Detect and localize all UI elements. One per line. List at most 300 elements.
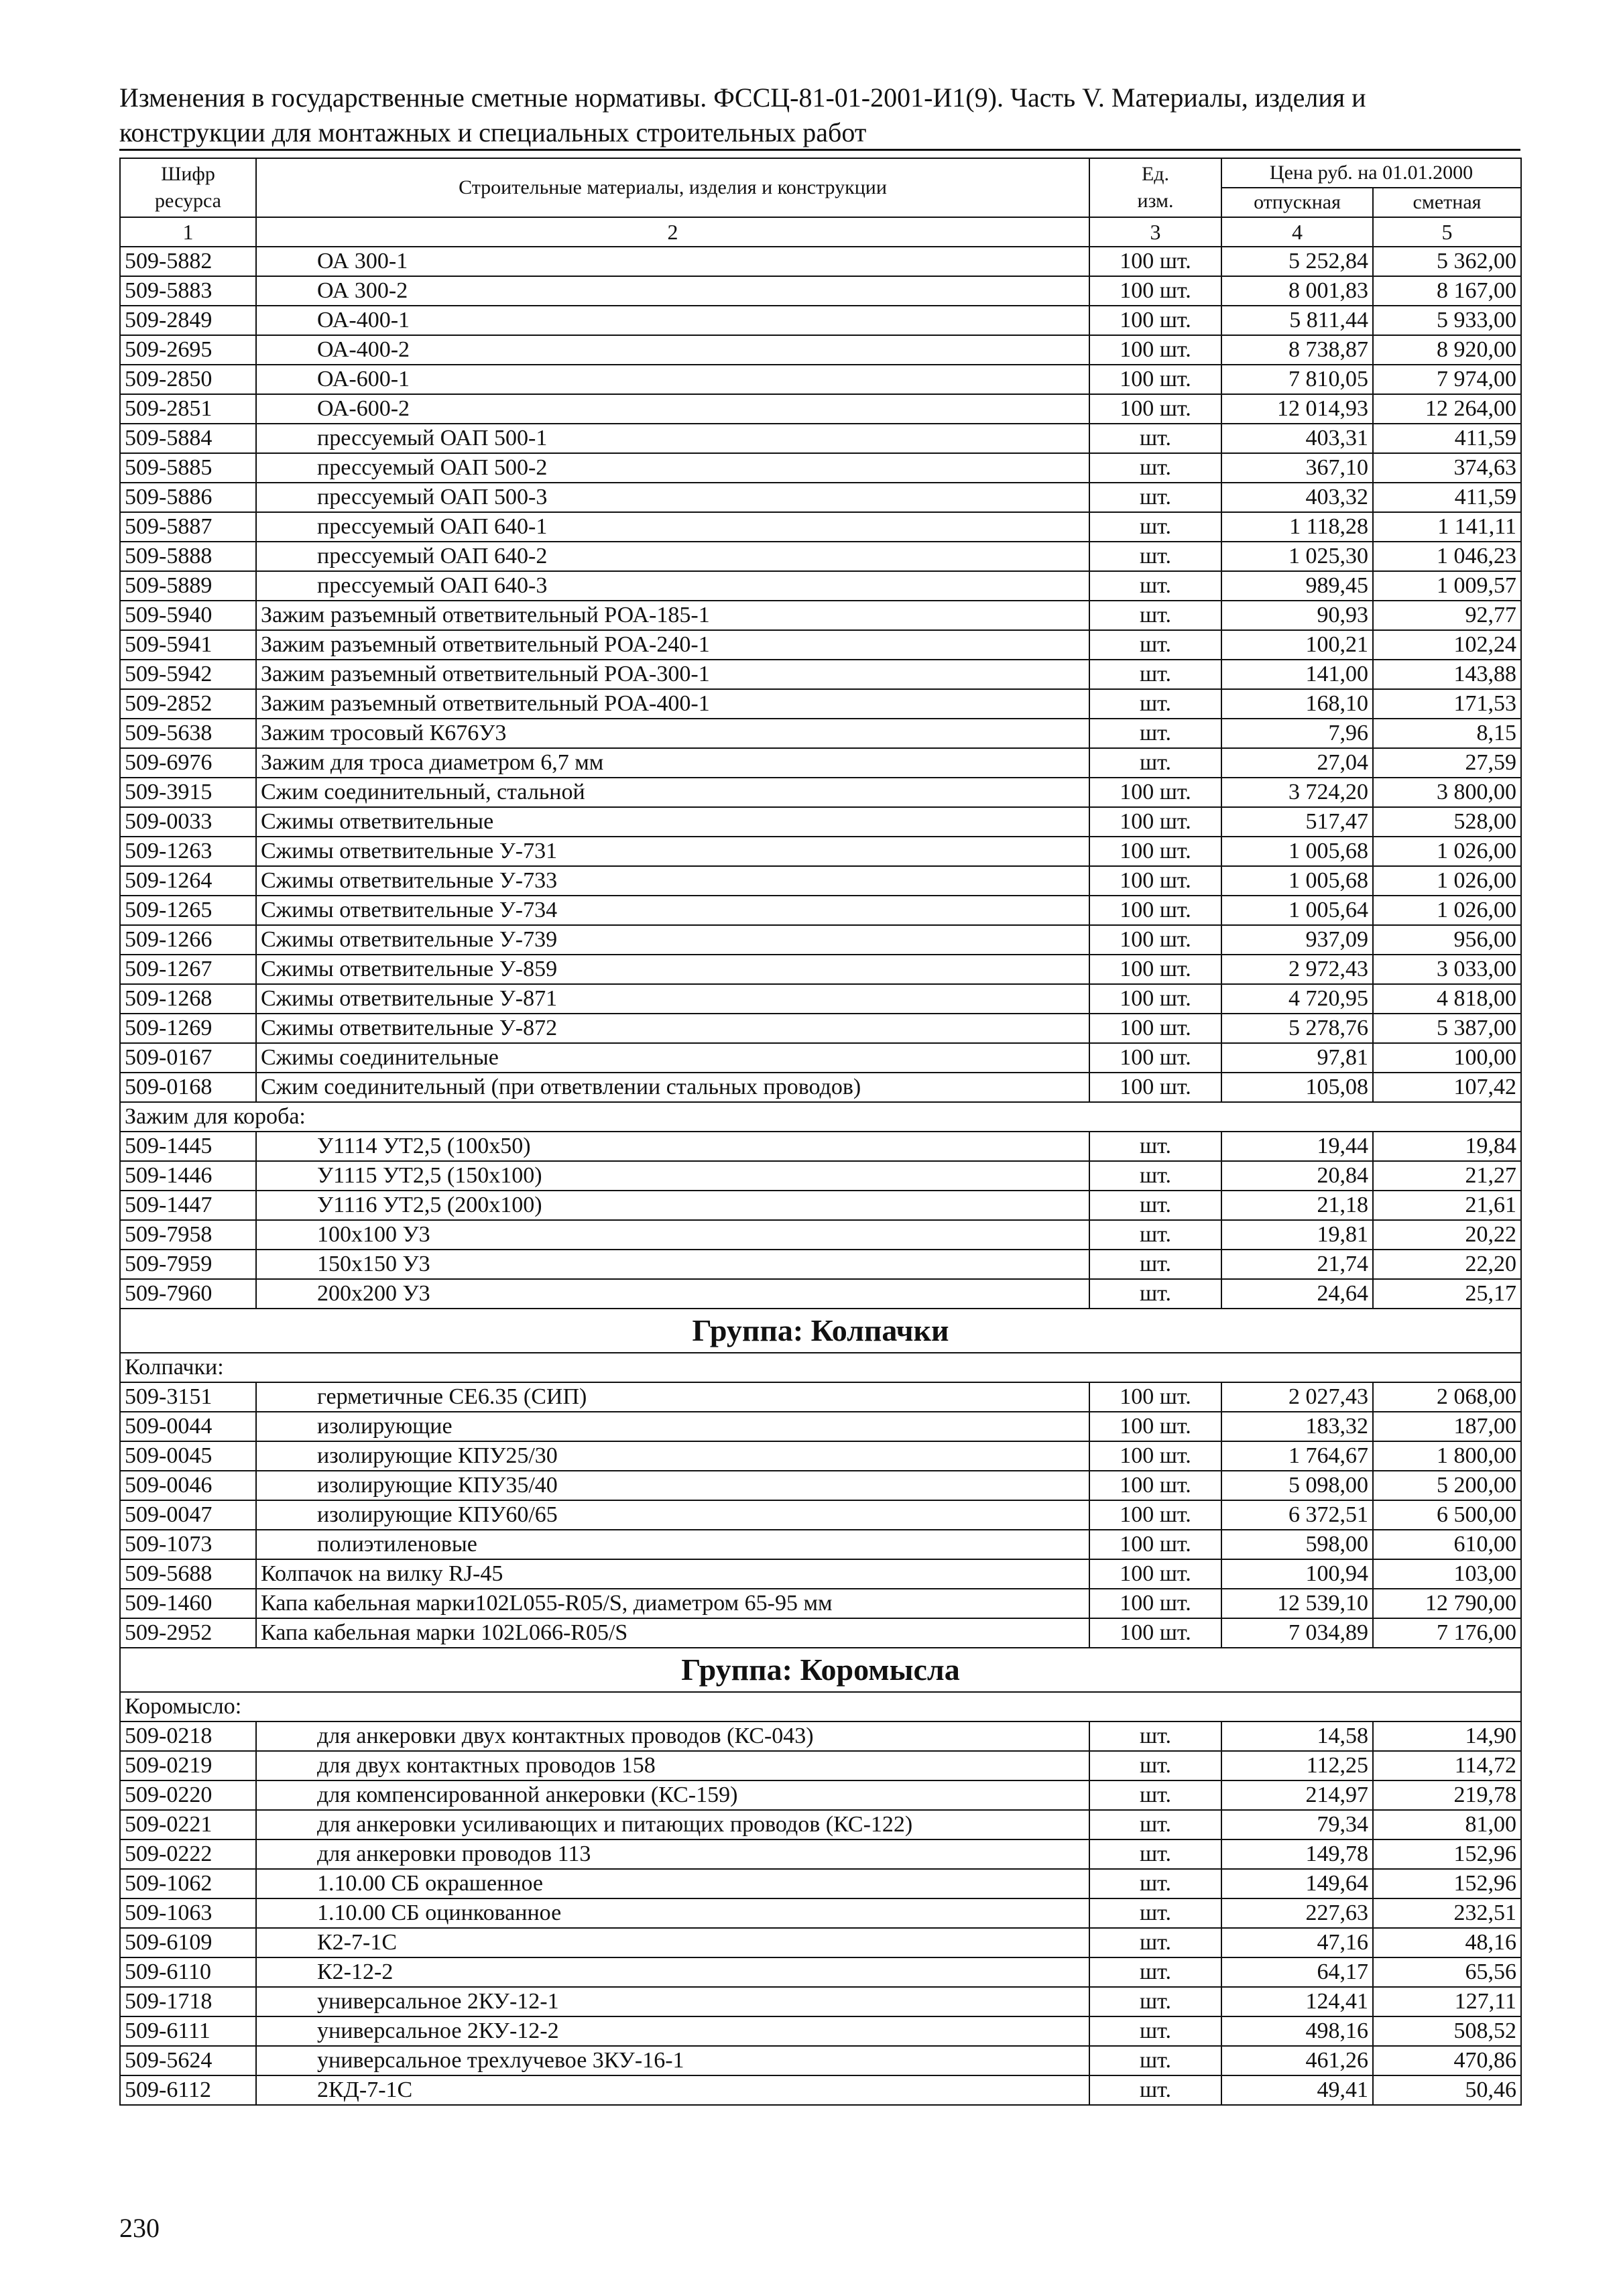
resource-code: 509-2695 [120, 335, 256, 365]
material-name: Сжимы ответвительные У-871 [256, 984, 1089, 1014]
material-name: Зажим для троса диаметром 6,7 мм [256, 748, 1089, 778]
estimate-price: 50,46 [1373, 2075, 1521, 2105]
release-price: 168,10 [1221, 689, 1373, 719]
unit: шт. [1089, 1250, 1221, 1279]
unit: шт. [1089, 1987, 1221, 2016]
resource-code: 509-1446 [120, 1161, 256, 1191]
unit: 100 шт. [1089, 1441, 1221, 1471]
estimate-price: 610,00 [1373, 1530, 1521, 1559]
release-price: 24,64 [1221, 1279, 1373, 1309]
material-name: изолирующие [256, 1412, 1089, 1441]
release-price: 367,10 [1221, 453, 1373, 483]
table-row [120, 1898, 1521, 1928]
resource-code: 509-0044 [120, 1412, 256, 1441]
release-price: 8 738,87 [1221, 335, 1373, 365]
unit: шт. [1089, 1869, 1221, 1898]
unit: шт. [1089, 1928, 1221, 1957]
material-name: прессуемый ОАП 640-3 [256, 571, 1089, 601]
unit: шт. [1089, 2046, 1221, 2075]
estimate-price: 152,96 [1373, 1839, 1521, 1869]
table-row [120, 630, 1521, 660]
estimate-price: 100,00 [1373, 1043, 1521, 1073]
material-name: для анкеровки проводов 113 [256, 1839, 1089, 1869]
unit: шт. [1089, 1810, 1221, 1839]
resource-code: 509-5638 [120, 719, 256, 748]
resource-code: 509-0033 [120, 807, 256, 837]
release-price: 4 720,95 [1221, 984, 1373, 1014]
resource-code: 509-5888 [120, 542, 256, 571]
release-price: 20,84 [1221, 1161, 1373, 1191]
unit: 100 шт. [1089, 1589, 1221, 1618]
material-name: Сжимы ответвительные У-859 [256, 955, 1089, 984]
material-name: ОА-400-2 [256, 335, 1089, 365]
unit: шт. [1089, 1780, 1221, 1810]
estimate-price: 107,42 [1373, 1073, 1521, 1102]
material-name: 2КД-7-1С [256, 2075, 1089, 2105]
table-row [120, 1928, 1521, 1957]
table-row [120, 1869, 1521, 1898]
unit: шт. [1089, 2016, 1221, 2046]
header-line-1: Изменения в государственные сметные нормативы. ФССЦ-81-01-2001-И1(9). Часть V. Материалы, изделия и [119, 82, 1366, 113]
table-row [120, 1441, 1521, 1471]
page-header [119, 80, 1520, 150]
release-price: 12 014,93 [1221, 394, 1373, 424]
release-price: 7,96 [1221, 719, 1373, 748]
material-name: Зажим тросовый К676У3 [256, 719, 1089, 748]
unit: шт. [1089, 1957, 1221, 1987]
resource-code: 509-1265 [120, 896, 256, 925]
estimate-price: 8,15 [1373, 719, 1521, 748]
release-price: 97,81 [1221, 1043, 1373, 1073]
estimate-price: 2 068,00 [1373, 1382, 1521, 1412]
unit: 100 шт. [1089, 1382, 1221, 1412]
release-price: 47,16 [1221, 1928, 1373, 1957]
resource-code: 509-0220 [120, 1780, 256, 1810]
table-row [120, 424, 1521, 453]
estimate-price: 27,59 [1373, 748, 1521, 778]
code-header-line-2: ресурса [155, 190, 221, 212]
unit: шт. [1089, 1220, 1221, 1250]
estimate-price-header: сметная [1373, 188, 1521, 217]
unit: 100 шт. [1089, 807, 1221, 837]
unit: 100 шт. [1089, 837, 1221, 866]
estimate-price: 956,00 [1373, 925, 1521, 955]
unit: шт. [1089, 2075, 1221, 2105]
estimate-price: 3 800,00 [1373, 778, 1521, 807]
estimate-price: 21,27 [1373, 1161, 1521, 1191]
resource-code: 509-0219 [120, 1751, 256, 1780]
release-price: 1 764,67 [1221, 1441, 1373, 1471]
material-name: Сжимы ответвительные У-733 [256, 866, 1089, 896]
estimate-price: 20,22 [1373, 1220, 1521, 1250]
resource-code: 509-5941 [120, 630, 256, 660]
table-row [120, 1721, 1521, 1751]
estimate-price: 103,00 [1373, 1559, 1521, 1589]
material-name: Сжимы ответвительные У-872 [256, 1014, 1089, 1043]
unit: шт. [1089, 453, 1221, 483]
subheading-row [120, 1353, 1521, 1382]
estimate-price: 81,00 [1373, 1810, 1521, 1839]
unit: шт. [1089, 660, 1221, 689]
resource-code: 509-5886 [120, 483, 256, 512]
unit: шт. [1089, 689, 1221, 719]
unit: шт. [1089, 748, 1221, 778]
unit: 100 шт. [1089, 1073, 1221, 1102]
table-row [120, 512, 1521, 542]
table-row [120, 1132, 1521, 1161]
unit: шт. [1089, 1721, 1221, 1751]
page-number: 230 [119, 2213, 160, 2243]
material-name: 1.10.00 СБ окрашенное [256, 1869, 1089, 1898]
unit-header-line-1: Ед. [1141, 163, 1170, 185]
estimate-price: 152,96 [1373, 1869, 1521, 1898]
release-price: 7 810,05 [1221, 365, 1373, 394]
resource-code: 509-0167 [120, 1043, 256, 1073]
release-price: 19,81 [1221, 1220, 1373, 1250]
resource-code: 509-1062 [120, 1869, 256, 1898]
resource-code: 509-6112 [120, 2075, 256, 2105]
table-row [120, 1957, 1521, 1987]
resource-code: 509-0221 [120, 1810, 256, 1839]
release-price: 1 005,64 [1221, 896, 1373, 925]
estimate-price: 22,20 [1373, 1250, 1521, 1279]
table-row [120, 1220, 1521, 1250]
release-price: 7 034,89 [1221, 1618, 1373, 1648]
unit: шт. [1089, 1751, 1221, 1780]
estimate-price: 411,59 [1373, 424, 1521, 453]
release-price: 124,41 [1221, 1987, 1373, 2016]
group-row [120, 1648, 1521, 1692]
table-row [120, 719, 1521, 748]
release-price: 112,25 [1221, 1751, 1373, 1780]
unit: 100 шт. [1089, 896, 1221, 925]
price-header: Цена руб. на 01.01.2000 [1221, 158, 1521, 188]
material-name: для компенсированной анкеровки (КС-159) [256, 1780, 1089, 1810]
estimate-price: 102,24 [1373, 630, 1521, 660]
estimate-price: 1 800,00 [1373, 1441, 1521, 1471]
table-row [120, 1073, 1521, 1102]
estimate-price: 187,00 [1373, 1412, 1521, 1441]
resource-code: 509-6110 [120, 1957, 256, 1987]
table-row [120, 453, 1521, 483]
subheading-row [120, 1102, 1521, 1132]
table-row [120, 837, 1521, 866]
resource-code: 509-5889 [120, 571, 256, 601]
release-price: 100,21 [1221, 630, 1373, 660]
table-row [120, 1987, 1521, 2016]
table-row [120, 1500, 1521, 1530]
unit: 100 шт. [1089, 955, 1221, 984]
material-name: У1115 УТ2,5 (150х100) [256, 1161, 1089, 1191]
material-name: прессуемый ОАП 500-3 [256, 483, 1089, 512]
resource-code: 509-1263 [120, 837, 256, 866]
material-name: Сжим соединительный (при ответвлении стальных проводов) [256, 1073, 1089, 1102]
unit: шт. [1089, 719, 1221, 748]
table-row [120, 1810, 1521, 1839]
estimate-price: 232,51 [1373, 1898, 1521, 1928]
estimate-price: 48,16 [1373, 1928, 1521, 1957]
resource-code: 509-1063 [120, 1898, 256, 1928]
material-name: ОА-400-1 [256, 306, 1089, 335]
release-price: 498,16 [1221, 2016, 1373, 2046]
release-price: 79,34 [1221, 1810, 1373, 1839]
release-price: 105,08 [1221, 1073, 1373, 1102]
col-number: 2 [256, 217, 1089, 247]
release-price: 21,74 [1221, 1250, 1373, 1279]
estimate-price: 8 167,00 [1373, 276, 1521, 306]
material-name: Сжимы ответвительные [256, 807, 1089, 837]
resource-code: 509-0045 [120, 1441, 256, 1471]
material-name: 100х100 У3 [256, 1220, 1089, 1250]
unit: шт. [1089, 571, 1221, 601]
material-name: ОА 300-1 [256, 247, 1089, 276]
material-name: полиэтиленовые [256, 1530, 1089, 1559]
unit: 100 шт. [1089, 778, 1221, 807]
resource-code: 509-3151 [120, 1382, 256, 1412]
resource-code: 509-2852 [120, 689, 256, 719]
release-price: 214,97 [1221, 1780, 1373, 1810]
unit: шт. [1089, 1839, 1221, 1869]
table-row [120, 689, 1521, 719]
unit: 100 шт. [1089, 365, 1221, 394]
caps-subheading: Колпачки: [120, 1353, 1521, 1382]
unit: шт. [1089, 1161, 1221, 1191]
unit: 100 шт. [1089, 306, 1221, 335]
material-name: 200х200 У3 [256, 1279, 1089, 1309]
estimate-price: 1 141,11 [1373, 512, 1521, 542]
resource-code: 509-1264 [120, 866, 256, 896]
estimate-price: 1 026,00 [1373, 866, 1521, 896]
estimate-price: 4 818,00 [1373, 984, 1521, 1014]
table-row [120, 1751, 1521, 1780]
estimate-price: 219,78 [1373, 1780, 1521, 1810]
table-row [120, 571, 1521, 601]
release-price: 598,00 [1221, 1530, 1373, 1559]
estimate-price: 65,56 [1373, 1957, 1521, 1987]
resource-code: 509-0218 [120, 1721, 256, 1751]
resource-code: 509-5942 [120, 660, 256, 689]
material-name: Колпачок на вилку RJ-45 [256, 1559, 1089, 1589]
resource-code: 509-6109 [120, 1928, 256, 1957]
estimate-price: 7 974,00 [1373, 365, 1521, 394]
resource-code: 509-1269 [120, 1014, 256, 1043]
estimate-price: 21,61 [1373, 1191, 1521, 1220]
material-name: для двух контактных проводов 158 [256, 1751, 1089, 1780]
code-header-line-1: Шифр [161, 163, 215, 185]
material-name: прессуемый ОАП 640-2 [256, 542, 1089, 571]
release-price: 64,17 [1221, 1957, 1373, 1987]
release-price: 183,32 [1221, 1412, 1373, 1441]
material-name: Зажим разъемный ответвительный РОА-185-1 [256, 601, 1089, 630]
estimate-price: 374,63 [1373, 453, 1521, 483]
release-price: 100,94 [1221, 1559, 1373, 1589]
material-name: прессуемый ОАП 500-1 [256, 424, 1089, 453]
table-row [120, 896, 1521, 925]
estimate-price: 5 387,00 [1373, 1014, 1521, 1043]
resource-code: 509-5883 [120, 276, 256, 306]
table-row [120, 601, 1521, 630]
unit: 100 шт. [1089, 247, 1221, 276]
release-price: 19,44 [1221, 1132, 1373, 1161]
release-price: 1 005,68 [1221, 837, 1373, 866]
material-name: ОА-600-1 [256, 365, 1089, 394]
resource-code: 509-1460 [120, 1589, 256, 1618]
table-row [120, 955, 1521, 984]
unit-header [1089, 158, 1221, 217]
table-row [120, 984, 1521, 1014]
resource-code: 509-7958 [120, 1220, 256, 1250]
estimate-price: 3 033,00 [1373, 955, 1521, 984]
material-name: 150х150 У3 [256, 1250, 1089, 1279]
estimate-price: 6 500,00 [1373, 1500, 1521, 1530]
unit: 100 шт. [1089, 1014, 1221, 1043]
col-number: 5 [1373, 217, 1521, 247]
unit-header-line-2: изм. [1137, 190, 1174, 212]
table-row [120, 335, 1521, 365]
unit: 100 шт. [1089, 1412, 1221, 1441]
estimate-price: 25,17 [1373, 1279, 1521, 1309]
unit: шт. [1089, 424, 1221, 453]
material-name: Зажим разъемный ответвительный РОА-400-1 [256, 689, 1089, 719]
resource-code: 509-6976 [120, 748, 256, 778]
release-price-header: отпускная [1221, 188, 1373, 217]
resource-code: 509-1267 [120, 955, 256, 984]
resource-code: 509-2851 [120, 394, 256, 424]
table-row [120, 778, 1521, 807]
col-number: 3 [1089, 217, 1221, 247]
subheading-row [120, 1692, 1521, 1721]
estimate-price: 12 790,00 [1373, 1589, 1521, 1618]
unit: шт. [1089, 542, 1221, 571]
table-row [120, 807, 1521, 837]
table-row [120, 1618, 1521, 1648]
material-name: Сжимы ответвительные У-731 [256, 837, 1089, 866]
unit: шт. [1089, 601, 1221, 630]
table-row [120, 1043, 1521, 1073]
resource-code: 509-5688 [120, 1559, 256, 1589]
table-row [120, 1250, 1521, 1279]
material-name: 1.10.00 СБ оцинкованное [256, 1898, 1089, 1928]
group-row [120, 1309, 1521, 1353]
code-header [120, 158, 256, 217]
resource-code: 509-7960 [120, 1279, 256, 1309]
table-row [120, 1412, 1521, 1441]
material-name: Капа кабельная марки 102L066-R05/S [256, 1618, 1089, 1648]
table-row [120, 276, 1521, 306]
material-name: Капа кабельная марки102L055-R05/S, диаметром 65-95 мм [256, 1589, 1089, 1618]
release-price: 6 372,51 [1221, 1500, 1373, 1530]
release-price: 149,78 [1221, 1839, 1373, 1869]
table-row [120, 1382, 1521, 1412]
release-price: 1 005,68 [1221, 866, 1373, 896]
resource-code: 509-5884 [120, 424, 256, 453]
table-row [120, 1279, 1521, 1309]
release-price: 141,00 [1221, 660, 1373, 689]
unit: 100 шт. [1089, 925, 1221, 955]
table-row [120, 2016, 1521, 2046]
release-price: 5 278,76 [1221, 1014, 1373, 1043]
resource-code: 509-7959 [120, 1250, 256, 1279]
release-price: 403,32 [1221, 483, 1373, 512]
column-numbers-row [120, 217, 1521, 247]
table-row [120, 1589, 1521, 1618]
unit: 100 шт. [1089, 984, 1221, 1014]
estimate-price: 528,00 [1373, 807, 1521, 837]
estimate-price: 508,52 [1373, 2016, 1521, 2046]
material-name: ОА-600-2 [256, 394, 1089, 424]
unit: 100 шт. [1089, 1500, 1221, 1530]
release-price: 12 539,10 [1221, 1589, 1373, 1618]
resource-code: 509-3915 [120, 778, 256, 807]
estimate-price: 127,11 [1373, 1987, 1521, 2016]
material-name: К2-12-2 [256, 1957, 1089, 1987]
material-name: прессуемый ОАП 500-2 [256, 453, 1089, 483]
table-row [120, 1191, 1521, 1220]
header-rule [119, 149, 1520, 151]
resource-code: 509-5885 [120, 453, 256, 483]
release-price: 5 811,44 [1221, 306, 1373, 335]
estimate-price: 470,86 [1373, 2046, 1521, 2075]
resource-code: 509-2849 [120, 306, 256, 335]
unit: шт. [1089, 1132, 1221, 1161]
table-row [120, 483, 1521, 512]
estimate-price: 1 046,23 [1373, 542, 1521, 571]
resource-code: 509-5624 [120, 2046, 256, 2075]
estimate-price: 143,88 [1373, 660, 1521, 689]
table-row [120, 2075, 1521, 2105]
unit: шт. [1089, 483, 1221, 512]
resource-code: 509-1445 [120, 1132, 256, 1161]
release-price: 21,18 [1221, 1191, 1373, 1220]
material-name: Сжимы ответвительные У-734 [256, 896, 1089, 925]
table-row [120, 1530, 1521, 1559]
resource-code: 509-0047 [120, 1500, 256, 1530]
table-row [120, 925, 1521, 955]
unit: 100 шт. [1089, 394, 1221, 424]
unit: шт. [1089, 1191, 1221, 1220]
release-price: 517,47 [1221, 807, 1373, 837]
unit: шт. [1089, 512, 1221, 542]
resource-code: 509-5887 [120, 512, 256, 542]
material-name: прессуемый ОАП 640-1 [256, 512, 1089, 542]
table-row [120, 247, 1521, 276]
box-clamp-subheading: Зажим для короба: [120, 1102, 1521, 1132]
material-name: универсальное 2КУ-12-1 [256, 1987, 1089, 2016]
release-price: 5 252,84 [1221, 247, 1373, 276]
table-row [120, 1780, 1521, 1810]
release-price: 2 027,43 [1221, 1382, 1373, 1412]
resource-code: 509-0046 [120, 1471, 256, 1500]
table-row [120, 748, 1521, 778]
resource-code: 509-6111 [120, 2016, 256, 2046]
material-name: У1114 УТ2,5 (100х50) [256, 1132, 1089, 1161]
release-price: 461,26 [1221, 2046, 1373, 2075]
table-row [120, 1471, 1521, 1500]
table-header-row [120, 158, 1521, 188]
unit: 100 шт. [1089, 1530, 1221, 1559]
material-name: ОА 300-2 [256, 276, 1089, 306]
unit: шт. [1089, 1279, 1221, 1309]
release-price: 403,31 [1221, 424, 1373, 453]
material-name: К2-7-1С [256, 1928, 1089, 1957]
material-name: для анкеровки усиливающих и питающих проводов (КС-122) [256, 1810, 1089, 1839]
material-name: изолирующие КПУ35/40 [256, 1471, 1089, 1500]
table-row [120, 365, 1521, 394]
table-row [120, 1559, 1521, 1589]
estimate-price: 1 009,57 [1373, 571, 1521, 601]
material-name: изолирующие КПУ60/65 [256, 1500, 1089, 1530]
group-rockers-title: Группа: Коромысла [120, 1648, 1521, 1692]
